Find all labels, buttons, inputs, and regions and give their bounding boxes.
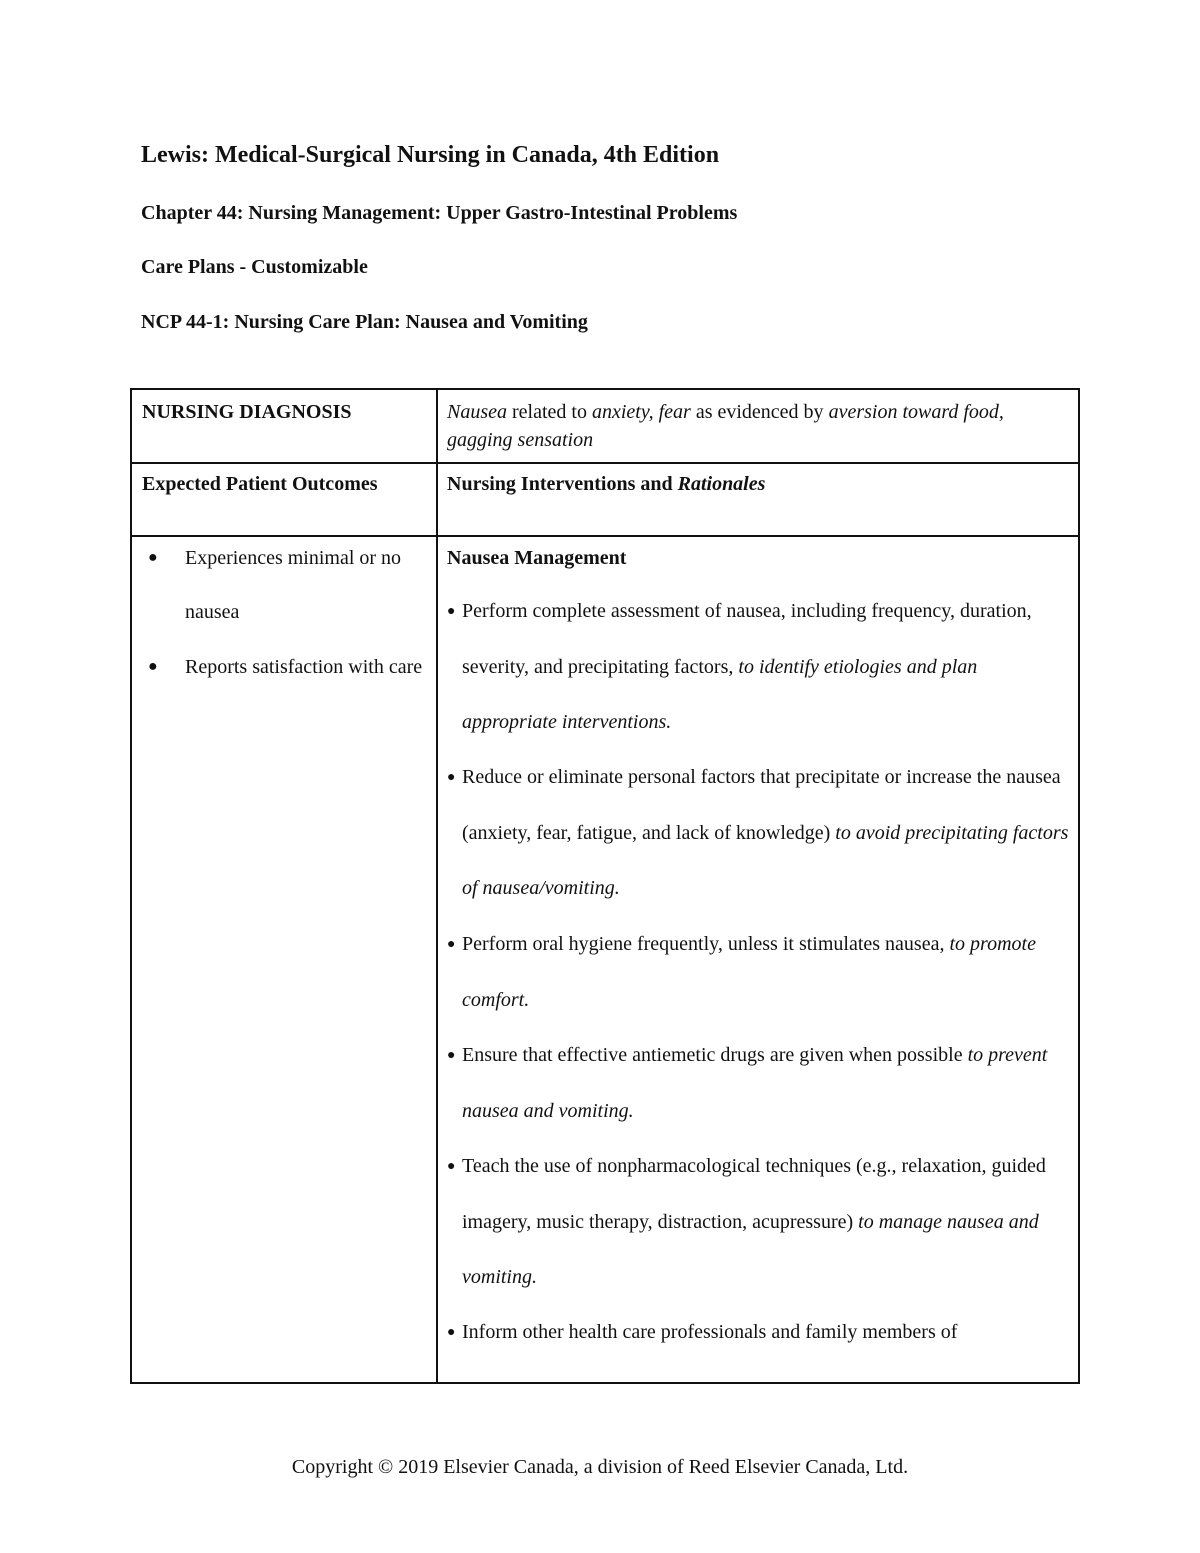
column-divider: [436, 390, 438, 1382]
intervention-rationale: to prevent nausea and vomiting.: [462, 1044, 1048, 1122]
interventions-header-italic: Rationales: [677, 473, 766, 495]
care-plans-label: Care Plans - Customizable: [141, 256, 368, 278]
diagnosis-connector: as evidenced by: [690, 401, 829, 423]
care-plan-title: NCP 44-1: Nursing Care Plan: Nausea and Vomiting: [141, 311, 588, 333]
bullet-icon: ●: [447, 1048, 456, 1063]
intervention-item: [447, 750, 1072, 917]
intervention-text: Reduce or eliminate personal factors that precipitate or increase the nausea (anxiety, fear, fatigue, and lack of knowledge): [462, 766, 1061, 844]
intervention-text: Teach the use of nonpharmacological techniques (e.g., relaxation, guided imagery, music therapy, distraction, acupressure): [462, 1155, 1046, 1233]
intervention-rationale: to avoid precipitating factors of nausea/vomiting.: [462, 821, 1069, 899]
intervention-rationale: to identify etiologies and plan appropriate interventions.: [462, 655, 978, 733]
diagnosis-label: NURSING DIAGNOSIS: [142, 401, 352, 423]
diagnosis-text: [447, 398, 1072, 454]
intervention-item: [447, 1139, 1072, 1306]
intervention-text: Ensure that effective antiemetic drugs are given when possible: [462, 1044, 968, 1066]
intervention-item: [447, 1028, 1072, 1139]
copyright-footer: Copyright © 2019 Elsevier Canada, a division of Reed Elsevier Canada, Ltd.: [291, 1456, 909, 1478]
intervention-rationale: to promote comfort.: [462, 933, 1036, 1011]
intervention-text: Perform complete assessment of nausea, including frequency, duration, severity, and precipitating factors,: [462, 600, 1032, 678]
bullet-icon: ●: [148, 658, 158, 675]
interventions-header: [447, 470, 1072, 498]
row-divider: [132, 462, 1078, 464]
bullet-icon: ●: [447, 937, 456, 952]
outcome-item: [142, 531, 427, 639]
interventions-header-prefix: Nursing Interventions and: [447, 473, 678, 495]
bullet-icon: ●: [447, 1325, 456, 1340]
diagnosis-evidence: aversion toward food, gagging sensation: [447, 401, 1004, 451]
care-plan-table: [130, 388, 1080, 1384]
outcome-text: Reports satisfaction with care: [185, 656, 423, 678]
document-title: Lewis: Medical-Surgical Nursing in Canada, 4th Edition: [141, 142, 720, 168]
section-title: Nausea Management: [447, 547, 627, 569]
chapter-title: Chapter 44: Nursing Management: Upper Gastro-Intestinal Problems: [141, 202, 738, 224]
outcome-item: [142, 640, 427, 694]
diagnosis-cause: anxiety, fear: [591, 401, 691, 423]
bullet-icon: ●: [447, 604, 456, 619]
outcomes-header: Expected Patient Outcomes: [142, 473, 378, 495]
intervention-text: Inform other health care professionals and family members of: [462, 1321, 958, 1343]
bullet-icon: ●: [447, 770, 456, 785]
outcome-text: Experiences minimal or no nausea: [185, 547, 402, 623]
diagnosis-problem: Nausea: [447, 401, 507, 423]
diagnosis-connector: related to: [507, 401, 592, 423]
bullet-icon: ●: [447, 1159, 456, 1174]
intervention-text: Perform oral hygiene frequently, unless it stimulates nausea,: [462, 933, 950, 955]
intervention-item: [447, 584, 1072, 751]
intervention-item: [447, 1305, 1072, 1361]
bullet-icon: ●: [148, 549, 158, 566]
intervention-rationale: to manage nausea and vomiting.: [462, 1210, 1039, 1288]
intervention-item: [447, 917, 1072, 1028]
